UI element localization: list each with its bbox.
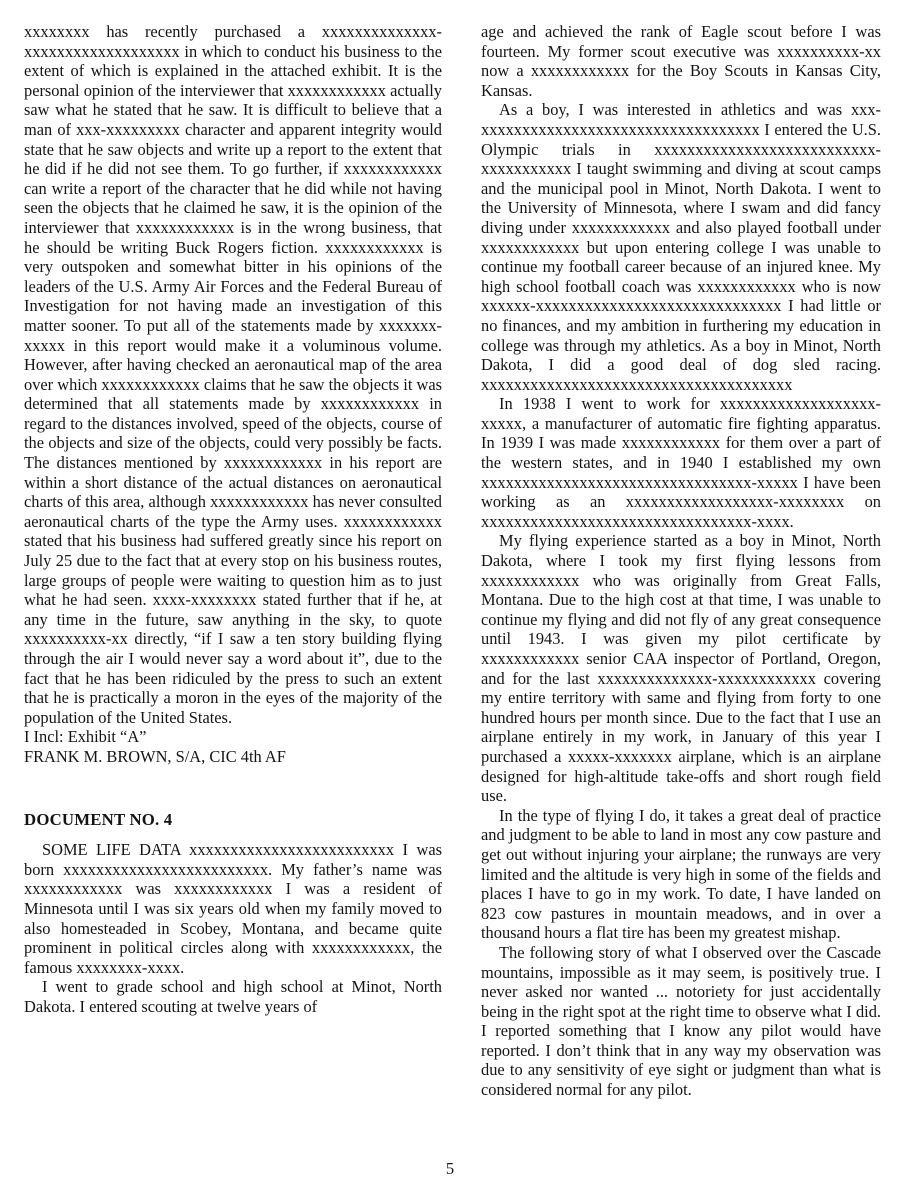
document-heading: DOCUMENT NO. 4 [24,809,173,829]
story-paragraph: The following story of what I observed over the Cascade mountains, impossible as it may seem, is positively true. I never asked nor wanted ... notoriety for just accidentally being in the right spot at the right time to observe what I did. I reported something that I know any pilot would have reported. I don’t think that in any way my observation was due to any sensitivity of eye sight or judgment than what is considered normal for any pilot. [481,942,881,1100]
right-column [481,22,881,1100]
enclosure-line: I Incl: Exhibit “A” [24,727,147,747]
life-data-paragraph: SOME LIFE DATA xxxxxxxxxxxxxxxxxxxxxxxxx I was born xxxxxxxxxxxxxxxxxxxxxxxxx. My father’s name was xxxxxxxxxxxx was xxxxxxxxxxxx I was a resident of Minnesota until I was six years old when my family moved to also homesteaded in Scobey, Montana, and became quite prominent in political circles along with xxxxxxxxxxxx, the famous xxxxxxxx-xxxx. [24,840,442,977]
left-column [24,22,442,1017]
report-paragraph: xxxxxxxx has recently purchased a xxxxxxxxxxxxxx-xxxxxxxxxxxxxxxxxxx in which to conduct his business to the extent of which is explained in the attached exhibit. It is the personal opinion of the interviewer that xxxxxxxxxxxx actually saw what he stated that he saw. It is difficult to believe that a man of xxx-xxxxxxxxx character and apparent integrity would state that he saw objects and write up a report to the extent that he did if he did not see them. To go further, if xxxxxxxxxxxx can write a report of the character that he did while not having seen the objects that he claimed he saw, it is the opinion of the interviewer that xxxxxxxxxxxx is in the wrong business, that he should be writing Buck Rogers fiction. xxxxxxxxxxxx is very outspoken and somewhat bitter in his opinions of the leaders of the U.S. Army Air Forces and the Federal Bureau of Investigation for not having made an investigation of this matter sooner. To put all of the statements made by xxxxxxx-xxxxx in this report would make it a voluminous volume. However, after having checked an aeronautical map of the area over which xxxxxxxxxxxx claims that he saw the objects it was determined that all statements made by xxxxxxxxxxxx in regard to the distances involved, speed of the objects, course of the objects and size of the objects, could very possibly be facts. The distances mentioned by xxxxxxxxxxxx in his report are within a short distance of the actual distances on aeronautical charts of this area, although xxxxxxxxxxxx has never consulted aeronautical charts of the type the Army uses. xxxxxxxxxxxx stated that his business had suffered greatly since his report on July 25 due to the fact that at every stop on his business routes, large groups of people were waiting to question him as to just what he had seen. xxxx-xxxxxxxx stated further that if he, at any time in the future, saw anything in the sky, to quote xxxxxxxxxx-xx directly, “if I saw a ten story building flying through the air I would never say a word about it”, due to the fact that he has been ridiculed by the press to such an extent that he is practically a moron in the eyes of the majority of the population of the United States. [24,22,442,727]
page-number: 5 [445,1159,455,1178]
school-paragraph: I went to grade school and high school at Minot, North Dakota. I entered scouting at twelve years of [24,977,442,1016]
athletics-paragraph: As a boy, I was interested in athletics and was xxx-xxxxxxxxxxxxxxxxxxxxxxxxxxxxxxxxxx I entered the U.S. Olympic trials in xxxxxxxxxxxxxxxxxxxxxxxxxxx-xxxxxxxxxxx I taught swimming and diving at scout camps and the municipal pool in Minot, North Dakota. I went to the University of Minnesota, where I swam and did fancy diving under xxxxxxxxxxxx and also played football under xxxxxxxxxxxx but upon entering college I was unable to continue my football career because of an injured knee. My high school football coach was xxxxxxxxxxxx who is now xxxxxx-xxxxxxxxxxxxxxxxxxxxxxxxxxxxxx I had little or no finances, and my ambition in furthering my education in college was through my athletics. As a boy in Minot, North Dakota, I did a good deal of dog sled racing. xxxxxxxxxxxxxxxxxxxxxxxxxxxxxxxxxxxxxx [481,100,881,394]
signature-line: FRANK M. BROWN, S/A, CIC 4th AF [24,746,286,766]
scout-continuation-paragraph: age and achieved the rank of Eagle scout before I was fourteen. My former scout executive was xxxxxxxxxx-xx now a xxxxxxxxxxxx for the Boy Scouts in Kansas City, Kansas. [481,22,881,100]
flying-type-paragraph: In the type of flying I do, it takes a great deal of practice and judgment to be able to land in most any cow pasture and get out without injuring your airplane; the runways are very limited and the altitude is very high in some of the fields and places I have to go in my work. To date, I have landed on 823 cow pastures in mountain meadows, and in over a thousand hours a flat tire has been my greatest mishap. [481,805,881,943]
business-paragraph: In 1938 I went to work for xxxxxxxxxxxxxxxxxxx-xxxxx, a manufacturer of automatic fire fighting apparatus. In 1939 I was made xxxxxxxxxxxx for them over a part of the western states, and in 1940 I established my own xxxxxxxxxxxxxxxxxxxxxxxxxxxxxxxxx-xxxxx I have been working as an xxxxxxxxxxxxxxxxxx-xxxxxxxx on xxxxxxxxxxxxxxxxxxxxxxxxxxxxxxxxx-xxxx. [481,394,881,531]
flying-experience-paragraph: My flying experience started as a boy in Minot, North Dakota, where I took my first flying lessons from xxxxxxxxxxxx who was originally from Great Falls, Montana. Due to the high cost at that time, I was unable to continue my flying and did not fly of any great consequence until 1943. I was given my pilot certificate by xxxxxxxxxxxx senior CAA inspector of Portland, Oregon, and for the last xxxxxxxxxxxxxx-xxxxxxxxxxxx covering my entire territory with same and flying from forty to one hundred hours per month since. Due to the fact that I use an airplane entirely in my work, in January of this year I purchased a xxxxx-xxxxxxx airplane, which is an airplane designed for high-altitude take-offs and short rough field use. [481,531,881,806]
